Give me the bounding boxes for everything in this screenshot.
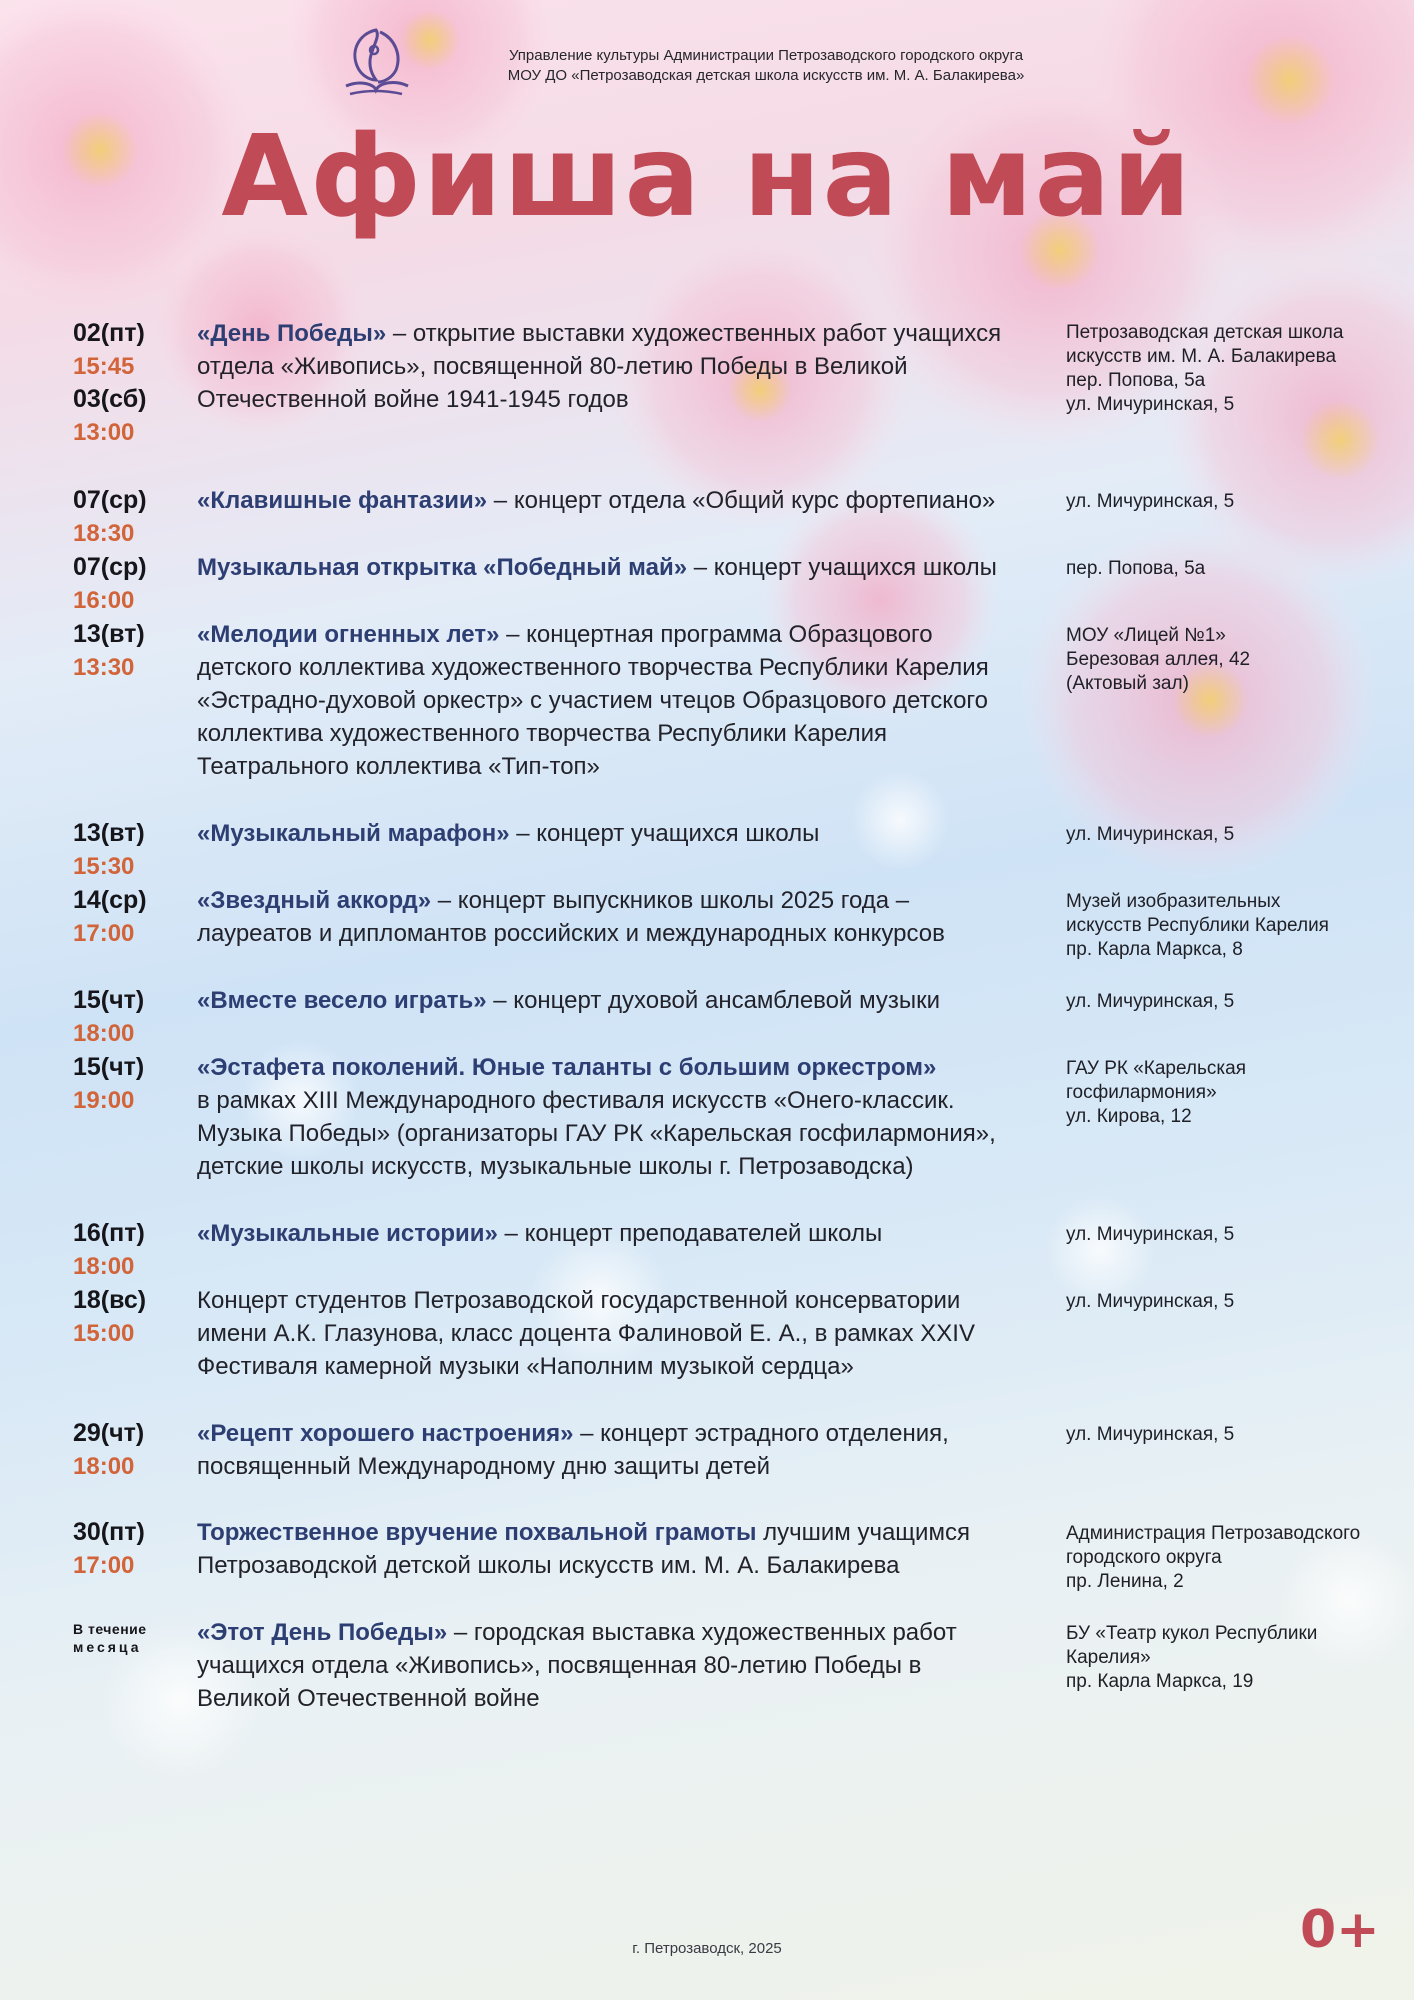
event-venue — [1066, 990, 1396, 1014]
event-title: «Вместе весело играть» — [197, 987, 487, 1014]
event-venue — [1066, 1290, 1396, 1314]
event-period: месяца — [73, 1639, 142, 1655]
event-datetime — [73, 1217, 173, 1283]
event-venue — [1066, 1223, 1396, 1247]
event-venue — [1066, 624, 1396, 696]
org-line-1: Управление культуры Администрации Петрозаводского городского округа — [508, 47, 1024, 64]
header — [340, 24, 1080, 104]
school-logo-icon — [340, 24, 412, 100]
event-datetime — [73, 817, 173, 883]
event-date: 29(чт) — [73, 1419, 145, 1447]
event-text: – концерт учащихся школы — [687, 554, 997, 581]
event-time: 18:00 — [73, 1453, 135, 1480]
event-description — [197, 817, 1017, 850]
event-datetime — [73, 484, 173, 550]
event-description — [197, 984, 1017, 1017]
age-rating-badge: 0+ — [1300, 1900, 1380, 1960]
event-time: 17:00 — [73, 1552, 135, 1579]
event-title: Торжественное вручение похвальной грамоты — [197, 1519, 757, 1546]
event-time: 18:00 — [73, 1020, 135, 1047]
event-time: 13:30 — [73, 654, 135, 681]
event-description — [197, 1284, 1017, 1383]
venue-line: пр. Карла Маркса, 19 — [1066, 1671, 1254, 1692]
event-datetime — [73, 984, 173, 1050]
venue-line: ул. Мичуринская, 5 — [1066, 1424, 1235, 1445]
event-text: – концерт выпускников школы 2025 года – лауреатов и дипломантов российских и международных конкурсов — [197, 887, 945, 947]
event-date: 16(пт) — [73, 1219, 145, 1247]
venue-line: ул. Мичуринская, 5 — [1066, 1224, 1235, 1245]
event-text: – концерт отдела «Общий курс фортепиано» — [487, 487, 996, 514]
event-description — [197, 1417, 1017, 1483]
event-period: В течение — [73, 1621, 147, 1637]
event-title: «Клавишные фантазии» — [197, 487, 488, 514]
event-time: 15:30 — [73, 853, 135, 880]
event-venue — [1066, 1522, 1396, 1594]
event-datetime — [73, 1284, 173, 1350]
event-time: 19:00 — [73, 1087, 135, 1114]
event-datetime — [73, 1051, 173, 1117]
event-date: 13(вт) — [73, 819, 145, 847]
event-description — [197, 884, 1017, 950]
event-title: «Музыкальный марафон» — [197, 820, 510, 847]
event-date: 02(пт) — [73, 319, 145, 347]
venue-line: пер. Попова, 5а — [1066, 558, 1206, 579]
venue-line: госфилармония» — [1066, 1082, 1217, 1103]
venue-line: пр. Карла Маркса, 8 — [1066, 939, 1243, 960]
event-description — [197, 484, 1017, 517]
event-title: «Рецепт хорошего настроения» — [197, 1420, 574, 1447]
venue-line: ул. Мичуринская, 5 — [1066, 991, 1235, 1012]
venue-line: пер. Попова, 5а — [1066, 370, 1206, 391]
venue-line: Петрозаводская детская школа — [1066, 322, 1344, 343]
venue-line: ГАУ РК «Карельская — [1066, 1058, 1246, 1079]
event-venue — [1066, 557, 1396, 581]
venue-line: (Актовый зал) — [1066, 673, 1189, 694]
event-venue — [1066, 823, 1396, 847]
venue-line: искусств им. М. А. Балакирева — [1066, 346, 1337, 367]
venue-line: БУ «Театр кукол Республики — [1066, 1623, 1318, 1644]
event-date: 07(ср) — [73, 553, 147, 581]
event-date: 30(пт) — [73, 1518, 145, 1546]
venue-line: искусств Республики Карелия — [1066, 915, 1329, 936]
event-venue — [1066, 1622, 1396, 1694]
venue-line: Березовая аллея, 42 — [1066, 649, 1251, 670]
event-text: – концертная программа Образцового детского коллектива художественного творчества Республики Карелия «Эстрадно-духовой оркестр» с участием чтецов Образцового детского коллектива художественного творчества Республики Карелия Театрального коллектива «Тип-топ» — [197, 621, 989, 780]
venue-line: ул. Мичуринская, 5 — [1066, 491, 1235, 512]
event-title: «Мелодии огненных лет» — [197, 621, 500, 648]
event-datetime — [73, 551, 173, 617]
event-title: «Звездный аккорд» — [197, 887, 432, 914]
event-date: 18(вс) — [73, 1286, 147, 1314]
event-title: «Эстафета поколений. Юные таланты с большим оркестром» — [197, 1054, 937, 1081]
event-text: – открытие выставки художественных работ учащихся отдела «Живопись», посвященной 80-летию Победы в Великой Отечественной войне 1941-1945 годов — [197, 320, 1002, 413]
event-date: 15(чт) — [73, 986, 145, 1014]
event-text: – концерт преподавателей школы — [497, 1220, 883, 1247]
venue-line: МОУ «Лицей №1» — [1066, 625, 1226, 646]
event-venue — [1066, 490, 1396, 514]
event-description — [197, 1217, 1017, 1250]
venue-line: ул. Мичуринская, 5 — [1066, 394, 1235, 415]
organization-text — [446, 46, 1086, 86]
venue-line: ул. Мичуринская, 5 — [1066, 824, 1235, 845]
event-date: 07(ср) — [73, 486, 147, 514]
event-datetime — [73, 618, 173, 684]
event-time: 13:00 — [73, 419, 135, 446]
venue-line: пр. Ленина, 2 — [1066, 1571, 1184, 1592]
event-description — [197, 317, 1017, 416]
event-title: Музыкальная открытка «Победный май» — [197, 554, 688, 581]
event-venue — [1066, 321, 1396, 417]
event-description — [197, 551, 1017, 584]
event-title: «Музыкальные истории» — [197, 1220, 498, 1247]
event-time: 18:00 — [73, 1253, 135, 1280]
event-time: 17:00 — [73, 920, 135, 947]
org-line-2: МОУ ДО «Петрозаводская детская школа искусств им. М. А. Балакирева» — [507, 67, 1025, 84]
venue-line: Музей изобразительных — [1066, 891, 1281, 912]
event-text: – концерт учащихся школы — [509, 820, 820, 847]
event-date: 03(сб) — [73, 385, 147, 413]
event-text: Концерт студентов Петрозаводской государственной консерватории имени А.К. Глазунова, класс доцента Фалиновой Е. А., в рамках XXIV Фестиваля камерной музыки «Наполним музыкой сердца» — [197, 1287, 975, 1380]
event-datetime — [73, 1417, 173, 1483]
event-venue — [1066, 1057, 1396, 1129]
event-description — [197, 1051, 1017, 1183]
event-date: 13(вт) — [73, 620, 145, 648]
event-date: 15(чт) — [73, 1053, 145, 1081]
event-text: – концерт духовой ансамблевой музыки — [486, 987, 940, 1014]
event-time: 16:00 — [73, 587, 135, 614]
venue-line: Карелия» — [1066, 1647, 1151, 1668]
event-text: – концерт эстрадного отделения, посвященный Международному дню защиты детей — [197, 1420, 949, 1480]
event-description — [197, 1516, 1017, 1582]
footer-city-year: г. Петрозаводск, 2025 — [632, 1940, 782, 1957]
event-text: в рамках XIII Международного фестиваля искусств «Онего-классик. Музыка Победы» (организаторы ГАУ РК «Карельская госфилармония», детские школы искусств, музыкальные школы г. Петрозаводска) — [197, 1087, 996, 1180]
event-description — [197, 1616, 1017, 1715]
page-title: Афиша на май — [221, 112, 1193, 242]
event-datetime — [73, 317, 173, 449]
event-time: 15:45 — [73, 353, 135, 380]
event-title: «Этот День Победы» — [197, 1619, 448, 1646]
event-venue — [1066, 890, 1396, 962]
event-date: 14(ср) — [73, 886, 147, 914]
event-datetime — [73, 1620, 173, 1656]
event-time: 18:30 — [73, 520, 135, 547]
venue-line: ул. Кирова, 12 — [1066, 1106, 1192, 1127]
venue-line: городского округа — [1066, 1547, 1222, 1568]
event-datetime — [73, 1516, 173, 1582]
event-datetime — [73, 884, 173, 950]
event-time: 15:00 — [73, 1320, 135, 1347]
venue-line: Администрация Петрозаводского — [1066, 1523, 1361, 1544]
event-title: «День Победы» — [197, 320, 387, 347]
venue-line: ул. Мичуринская, 5 — [1066, 1291, 1235, 1312]
event-venue — [1066, 1423, 1396, 1447]
event-text: – городская выставка художественных работ учащихся отдела «Живопись», посвященная 80-летию Победы в Великой Отечественной войне — [197, 1619, 957, 1712]
event-description — [197, 618, 1017, 783]
event-text: лучшим учащимся Петрозаводской детской школы искусств им. М. А. Балакирева — [197, 1519, 970, 1579]
